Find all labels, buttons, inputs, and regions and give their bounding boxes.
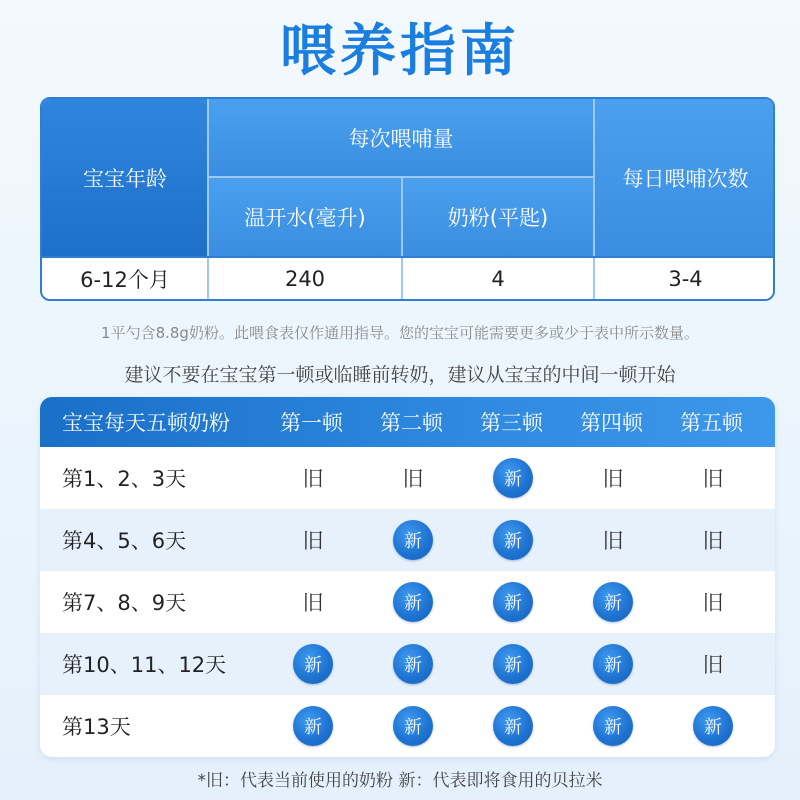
row-day-label: 第1、2、3天: [62, 467, 187, 491]
daily-feeds-value: 3-4: [594, 257, 775, 301]
feed-cell: [383, 447, 443, 509]
header-feed-3: 第三顿: [480, 411, 543, 435]
divider: [207, 99, 209, 301]
feed-cell: [283, 509, 343, 571]
new-formula-badge: 新: [393, 644, 433, 684]
table-row: [40, 633, 775, 695]
age-value: 6-12个月: [42, 257, 208, 301]
row-day-label: 第4、5、6天: [62, 529, 187, 553]
feed-cell: [483, 695, 543, 757]
new-formula-badge: 新: [493, 644, 533, 684]
age-header: 宝宝年龄: [42, 99, 208, 257]
feed-cell: [483, 571, 543, 633]
current-formula-mark: 旧: [302, 467, 324, 491]
new-formula-badge: 新: [393, 520, 433, 560]
divider: [42, 256, 775, 258]
feed-cell: [483, 447, 543, 509]
row-day-label: 第7、8、9天: [62, 591, 187, 615]
feed-cell: [283, 695, 343, 757]
table-row: [40, 447, 775, 509]
table-row: [40, 571, 775, 633]
current-formula-mark: 旧: [402, 467, 424, 491]
new-formula-badge: 新: [593, 706, 633, 746]
feed-cell: [383, 509, 443, 571]
new-formula-badge: 新: [493, 458, 533, 498]
water-header: 温开水(毫升): [208, 177, 402, 257]
current-formula-mark: 旧: [702, 529, 724, 553]
divider: [593, 99, 595, 301]
new-formula-badge: 新: [393, 706, 433, 746]
feed-cell: [583, 509, 643, 571]
header-feed-1: 第一顿: [280, 411, 343, 435]
row-day-label: 第13天: [62, 715, 131, 739]
table-row: [40, 695, 775, 757]
feed-cell: [383, 633, 443, 695]
feed-cell: [683, 633, 743, 695]
feed-cell: [283, 571, 343, 633]
current-formula-mark: 旧: [602, 529, 624, 553]
new-formula-badge: 新: [293, 706, 333, 746]
header-feed-4: 第四顿: [580, 411, 643, 435]
page-title: 喂养指南: [280, 19, 520, 84]
new-formula-badge: 新: [493, 520, 533, 560]
new-formula-badge: 新: [593, 644, 633, 684]
row-day-label: 第10、11、12天: [62, 653, 227, 677]
current-formula-mark: 旧: [302, 529, 324, 553]
feeding-amount-table: [40, 97, 775, 301]
feed-cell: [383, 695, 443, 757]
divider: [401, 177, 403, 301]
current-formula-mark: 旧: [302, 591, 324, 615]
water-value: 240: [208, 257, 402, 301]
header-feed-5: 第五顿: [680, 411, 743, 435]
feed-cell: [683, 695, 743, 757]
table-row: [40, 509, 775, 571]
per-feed-header: 每次喂哺量: [208, 99, 594, 177]
daily-feeds-header: 每日喂哺次数: [594, 99, 775, 257]
new-formula-badge: 新: [693, 706, 733, 746]
feed-cell: [583, 695, 643, 757]
measure-note: 1平勺含8.8g奶粉。此喂食表仅作通用指导。您的宝宝可能需要更多或少于表中所示数量。: [101, 324, 699, 342]
feed-cell: [683, 571, 743, 633]
feed-cell: [483, 633, 543, 695]
feed-cell: [683, 509, 743, 571]
feed-cell: [383, 571, 443, 633]
feed-cell: [583, 633, 643, 695]
feed-cell: [283, 633, 343, 695]
feed-cell: [583, 447, 643, 509]
new-formula-badge: 新: [293, 644, 333, 684]
feed-cell: [283, 447, 343, 509]
schedule-header-label: 宝宝每天五顿奶粉: [62, 411, 230, 435]
current-formula-mark: 旧: [702, 591, 724, 615]
new-formula-badge: 新: [593, 582, 633, 622]
new-formula-badge: 新: [493, 582, 533, 622]
powder-header: 奶粉(平匙): [402, 177, 594, 257]
feed-cell: [483, 509, 543, 571]
transition-schedule-table: [40, 397, 775, 757]
current-formula-mark: 旧: [702, 467, 724, 491]
feed-cell: [583, 571, 643, 633]
feed-cell: [683, 447, 743, 509]
current-formula-mark: 旧: [702, 653, 724, 677]
divider: [208, 176, 594, 178]
legend-footnote: *旧：代表当前使用的奶粉 新：代表即将食用的贝拉米: [197, 771, 603, 791]
header-feed-2: 第二顿: [380, 411, 443, 435]
transition-advice: 建议不要在宝宝第一顿或临睡前转奶，建议从宝宝的中间一顿开始: [124, 364, 676, 386]
current-formula-mark: 旧: [602, 467, 624, 491]
powder-value: 4: [402, 257, 594, 301]
new-formula-badge: 新: [393, 582, 433, 622]
new-formula-badge: 新: [493, 706, 533, 746]
